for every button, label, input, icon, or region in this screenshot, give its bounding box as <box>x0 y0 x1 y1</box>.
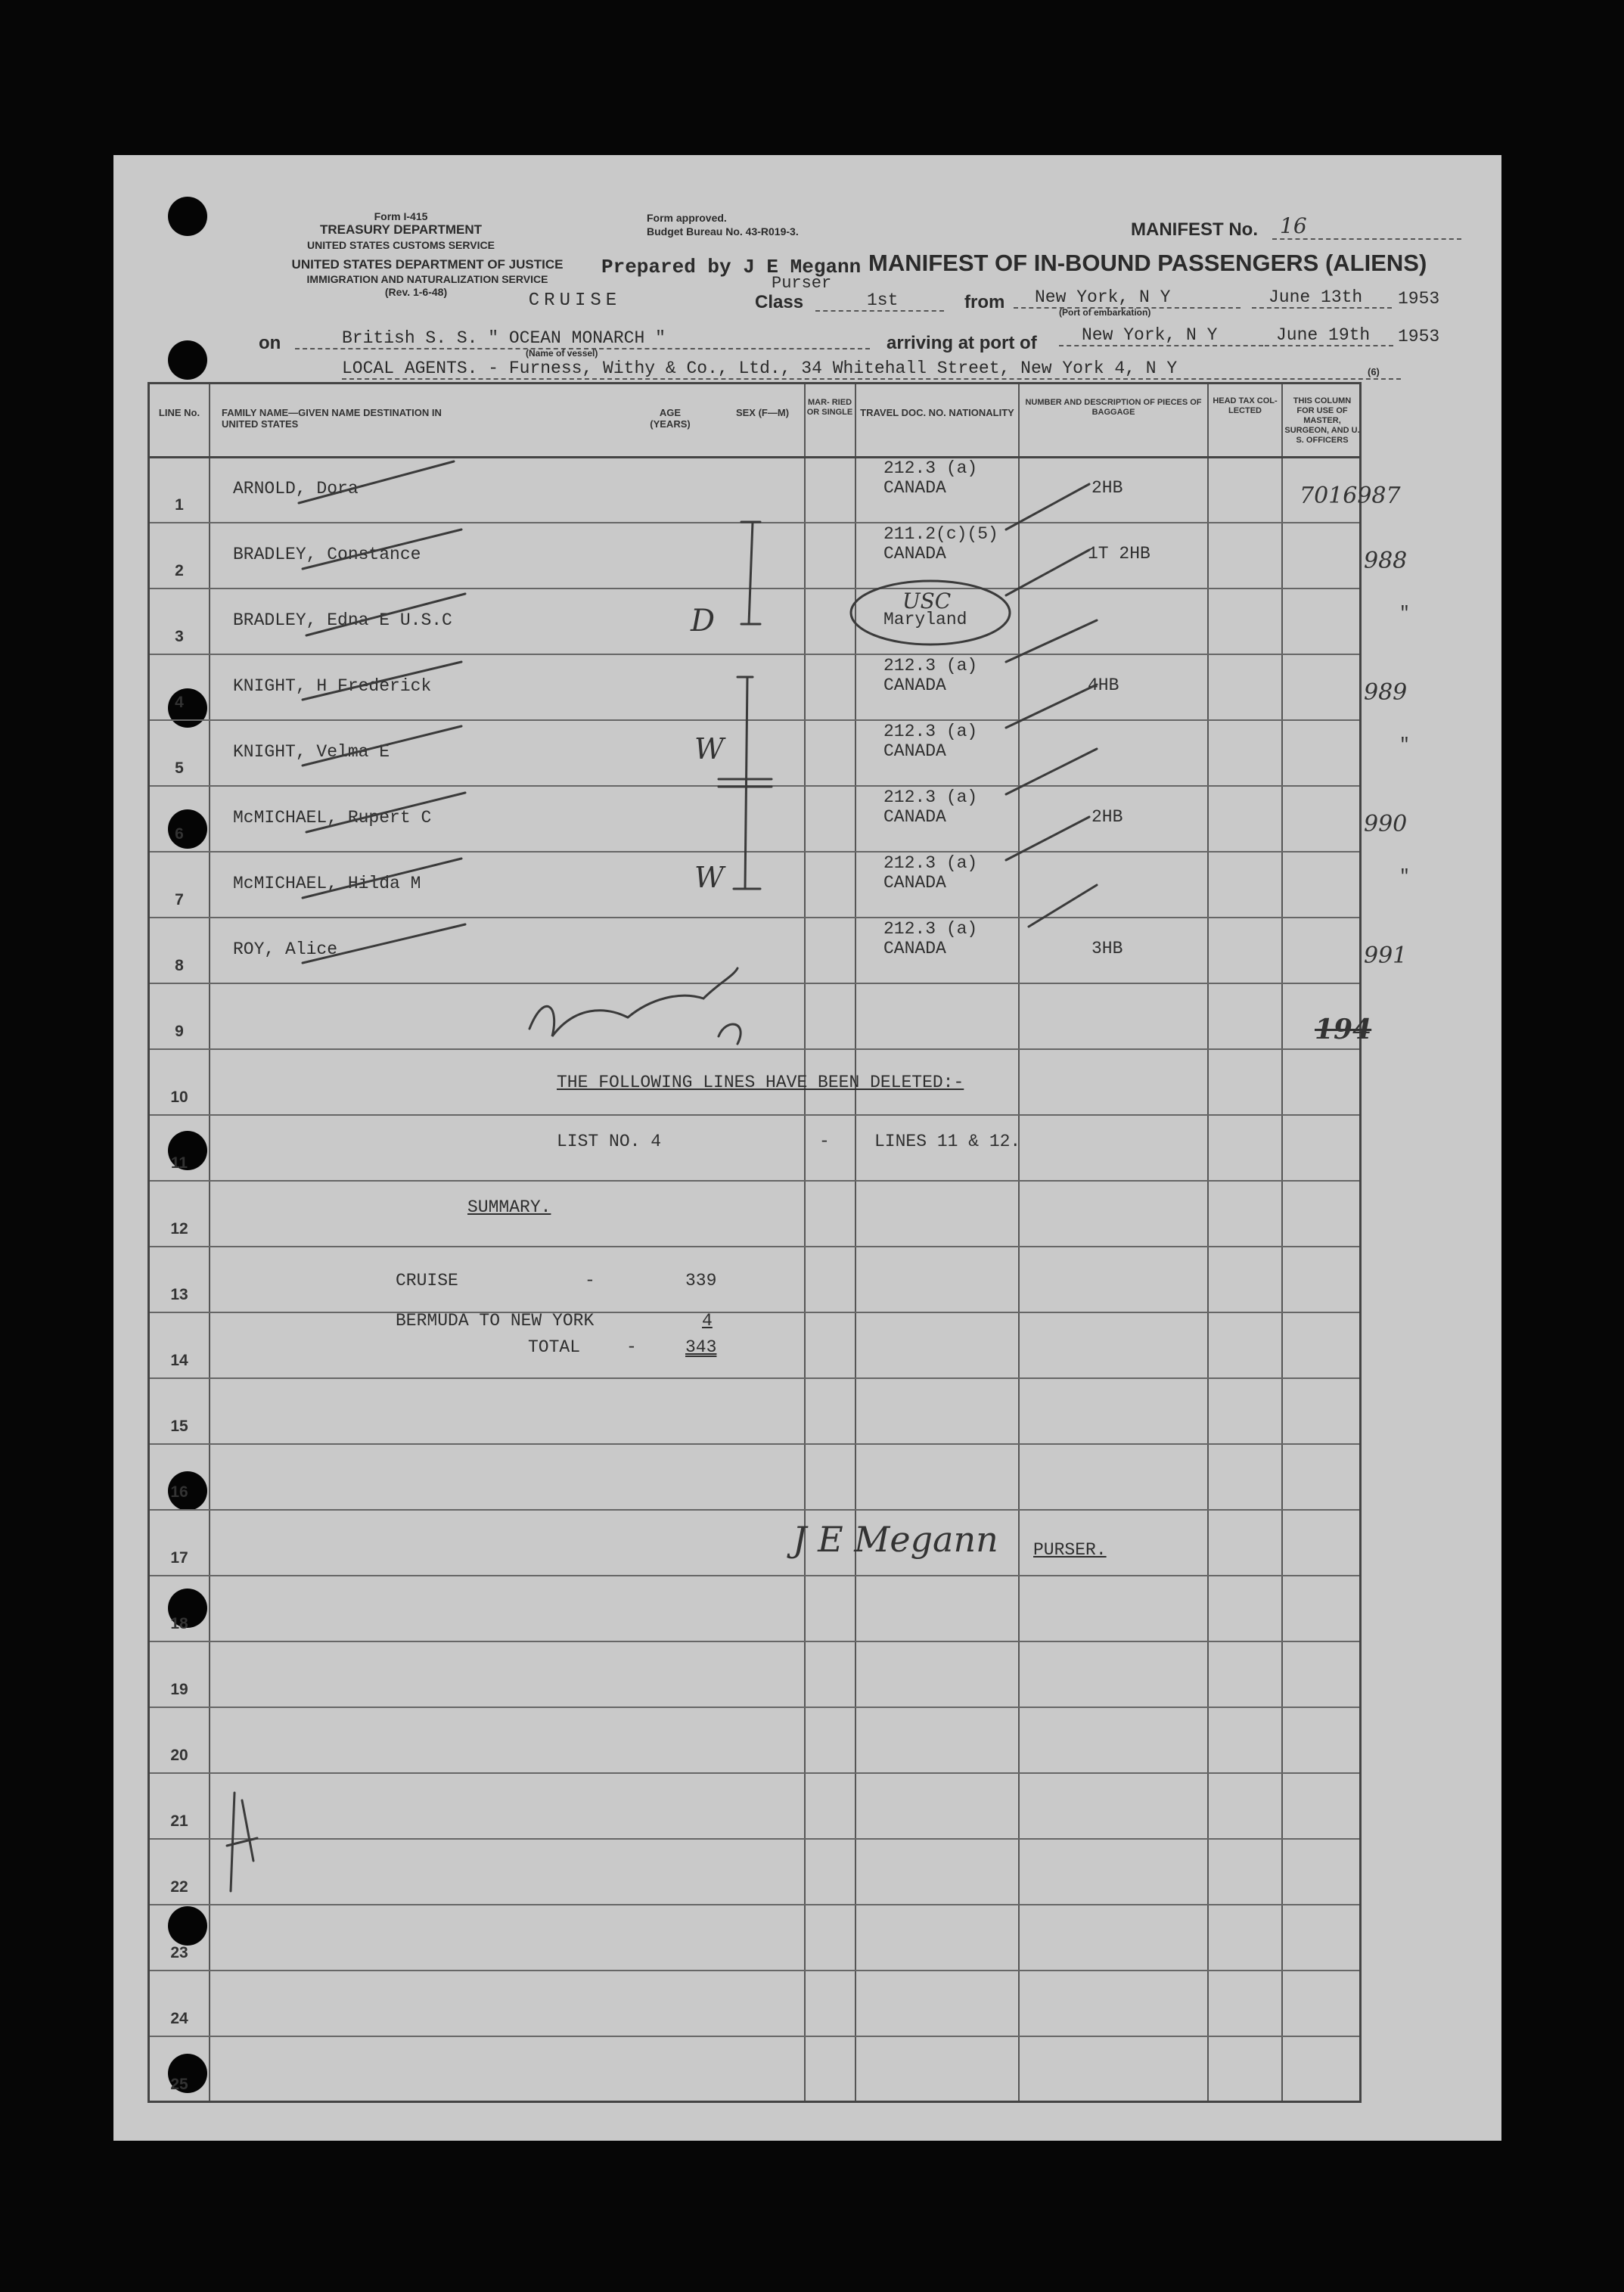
manifest-title: MANIFEST OF IN-BOUND PASSENGERS (ALIENS) <box>868 250 1427 276</box>
passenger-name: McMICHAEL, Hilda M <box>233 874 421 893</box>
passenger-doc: 212.3 (a) <box>883 656 978 675</box>
summary-total-label: TOTAL <box>528 1337 581 1357</box>
passenger-officer-note: 7016987 <box>1300 483 1401 509</box>
col-sex: SEX (F—M) <box>735 407 790 418</box>
port-note: (Port of embarkation) <box>1059 307 1151 318</box>
line-number: 9 <box>175 1023 184 1040</box>
passenger-nationality: CANADA <box>883 544 946 564</box>
customs-service: UNITED STATES CUSTOMS SERVICE <box>307 239 495 251</box>
line-number: 5 <box>175 759 184 777</box>
summary-cruise-value: 339 <box>685 1271 717 1290</box>
line-number: 8 <box>175 957 184 974</box>
passenger-baggage: 4HB <box>1088 675 1119 695</box>
deleted-dash: - <box>819 1132 830 1151</box>
cruise-label: CRUISE <box>528 290 622 311</box>
manifest-label: MANIFEST No. <box>1131 219 1258 240</box>
passenger-doc: 212.3 (a) <box>883 458 978 478</box>
passenger-baggage: 2HB <box>1091 478 1123 498</box>
arrival-date: June 19th <box>1265 325 1393 346</box>
class-label: Class <box>755 292 804 312</box>
from-label: from <box>964 292 1005 312</box>
passenger-doc: 212.3 (a) <box>883 919 978 939</box>
passenger-name: ARNOLD, Dora <box>233 479 359 498</box>
passenger-officer-note: " <box>1399 867 1410 887</box>
from-port: New York, N Y <box>1014 287 1241 309</box>
passenger-nationality: CANADA <box>883 478 946 498</box>
purser-label: Purser <box>772 274 832 293</box>
line-number: 24 <box>170 2010 188 2027</box>
line-number: 10 <box>170 1089 188 1106</box>
class-value: 1st <box>815 290 944 312</box>
summary-bermuda-label: BERMUDA TO NEW YORK <box>396 1311 595 1331</box>
line-number: 12 <box>170 1220 188 1238</box>
on-label: on <box>259 333 281 353</box>
line-number: 6 <box>175 825 184 843</box>
deleted-lines: LINES 11 & 12. <box>874 1132 1021 1151</box>
from-date: June 13th <box>1252 287 1392 309</box>
passenger-doc: 212.3 (a) <box>883 722 978 741</box>
deleted-list: LIST NO. 4 <box>557 1132 662 1151</box>
summary-total-dash: - <box>626 1337 637 1357</box>
col-married: MAR- RIED OR SINGLE <box>806 398 853 417</box>
vessel-name: British S. S. " OCEAN MONARCH " <box>295 328 870 349</box>
treasury-dept: TREASURY DEPARTMENT <box>319 222 483 237</box>
col-baggage: NUMBER AND DESCRIPTION OF PIECES OF BAGGAGE <box>1025 398 1202 417</box>
deleted-notice: THE FOLLOWING LINES HAVE BEEN DELETED:- <box>557 1073 964 1092</box>
passenger-nationality: CANADA <box>883 675 946 695</box>
passenger-officer-note: " <box>1399 735 1410 755</box>
line-number: 14 <box>170 1352 188 1369</box>
col-travel: TRAVEL DOC. NO. NATIONALITY <box>860 407 1014 418</box>
passenger-officer-note: 989 <box>1364 679 1408 706</box>
passenger-nationality: CANADA <box>883 873 946 893</box>
passenger-doc: 212.3 (a) <box>883 853 978 873</box>
local-agents: LOCAL AGENTS. - Furness, Withy & Co., Ltd., 34 Whitehall Street, New York 4, N Y <box>342 359 1401 380</box>
passenger-doc: 211.2(c)(5) <box>883 524 998 544</box>
manifest-number: 16 <box>1272 213 1461 240</box>
line-number: 25 <box>170 2076 188 2093</box>
line-number: 16 <box>170 1483 188 1501</box>
line9-officer-number: 194 <box>1315 1014 1372 1045</box>
col-headtax: HEAD TAX COL- LECTED <box>1213 396 1278 415</box>
passenger-nationality: CANADA <box>883 807 946 827</box>
line-number: 20 <box>170 1747 188 1764</box>
arrival-port: New York, N Y <box>1059 325 1263 346</box>
col-officers: THIS COLUMN FOR USE OF MASTER, SURGEON, AND U. S. OFFICERS <box>1284 396 1360 445</box>
line-number: 15 <box>170 1418 188 1435</box>
line-number: 22 <box>170 1878 188 1896</box>
line-number: 3 <box>175 628 184 645</box>
passenger-nationality: CANADA <box>883 741 946 761</box>
prepared-by: Prepared by J E Megann <box>601 256 862 278</box>
summary-label: SUMMARY. <box>467 1197 551 1217</box>
form-number: Form I-415 <box>374 210 428 222</box>
handwritten-mark: W <box>694 732 725 766</box>
line-number: 1 <box>175 496 184 514</box>
revision: (Rev. 1-6-48) <box>384 286 448 298</box>
col-line: LINE No. <box>158 407 200 418</box>
passenger-name: BRADLEY, Edna E U.S.C <box>233 610 452 630</box>
passenger-name: BRADLEY, Constance <box>233 545 421 564</box>
line-number: 4 <box>175 694 184 711</box>
passenger-nationality: CANADA <box>883 939 946 958</box>
line-number: 7 <box>175 891 184 908</box>
passenger-officer-note: 991 <box>1364 943 1408 969</box>
line-number: 13 <box>170 1286 188 1303</box>
passenger-name: KNIGHT, H Frederick <box>233 676 432 696</box>
punch-hole <box>168 340 207 380</box>
line-number: 21 <box>170 1812 188 1830</box>
summary-bermuda-value: 4 <box>702 1311 713 1331</box>
line-number: 2 <box>175 562 184 579</box>
punch-hole <box>168 197 207 236</box>
passenger-name: McMICHAEL, Rupert C <box>233 808 432 828</box>
passenger-name: ROY, Alice <box>233 939 338 959</box>
handwritten-mark: D <box>691 604 716 638</box>
summary-total-value: 343 <box>685 1337 717 1357</box>
passenger-baggage: 2HB <box>1091 807 1123 827</box>
summary-cruise-label: CRUISE <box>396 1271 458 1290</box>
line-number: 19 <box>170 1681 188 1698</box>
passenger-table <box>147 382 1410 2103</box>
budget-bureau: Budget Bureau No. 43-R019-3. <box>647 225 799 238</box>
line-number: 11 <box>170 1154 188 1172</box>
ins-service: IMMIGRATION AND NATURALIZATION SERVICE <box>306 273 548 285</box>
col-age: AGE (YEARS) <box>650 407 691 430</box>
passenger-officer-note: 990 <box>1364 811 1408 837</box>
passenger-nationality: Maryland <box>883 610 967 629</box>
vessel-note: (Name of vessel) <box>526 348 598 359</box>
justice-dept: UNITED STATES DEPARTMENT OF JUSTICE <box>291 257 564 272</box>
line-number: 17 <box>170 1549 188 1567</box>
passenger-doc: 212.3 (a) <box>883 787 978 807</box>
col-name: FAMILY NAME—GIVEN NAME DESTINATION IN UNITED STATES <box>222 407 442 430</box>
arrival-year: 1953 <box>1398 327 1440 346</box>
passenger-name: KNIGHT, Velma E <box>233 742 390 762</box>
summary-cruise-dash: - <box>585 1271 595 1290</box>
usc-mark: USC <box>902 589 952 613</box>
line-number: 23 <box>170 1944 188 1961</box>
passenger-officer-note: " <box>1399 604 1410 623</box>
form-approved: Form approved. <box>647 212 727 224</box>
handwritten-mark: W <box>694 861 725 894</box>
from-year: 1953 <box>1398 289 1440 309</box>
passenger-officer-note: 988 <box>1364 548 1408 574</box>
passenger-baggage: 1T 2HB <box>1088 544 1150 564</box>
passenger-baggage: 3HB <box>1091 939 1123 958</box>
note-6: (6) <box>1368 366 1380 377</box>
line-number: 18 <box>170 1615 188 1632</box>
purser-title: PURSER. <box>1033 1540 1107 1560</box>
arriving-label: arriving at port of <box>887 333 1037 353</box>
purser-signature: J E Megann <box>793 1519 998 1560</box>
